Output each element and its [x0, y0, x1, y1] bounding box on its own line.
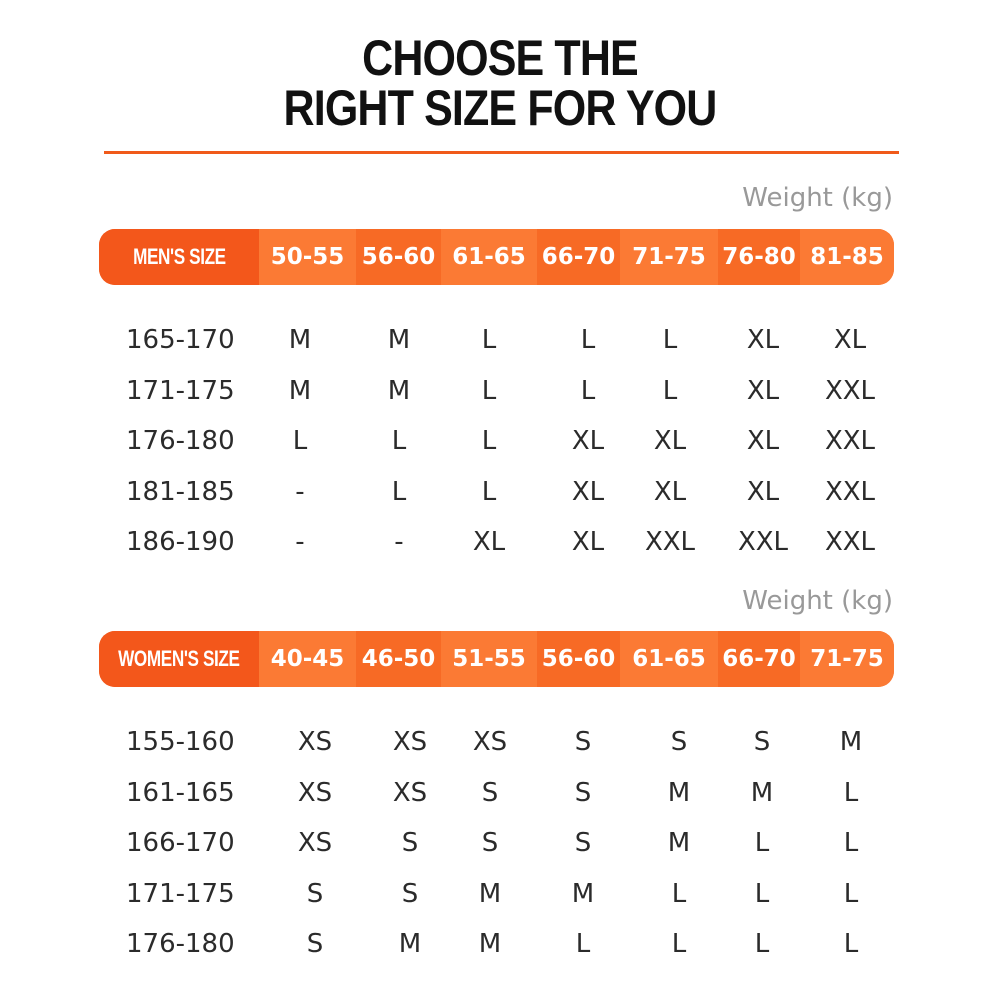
- men-table-row: [0, 517, 1000, 567]
- women-size-cell: S: [574, 828, 592, 858]
- women-size-cell: M: [478, 878, 502, 909]
- men-size-header: MEN'S SIZE: [99, 229, 259, 285]
- men-table-row: [0, 315, 1000, 365]
- women-height-label: 176-180: [126, 929, 235, 959]
- women-weight-col-6: 66-70: [718, 631, 800, 687]
- men-size-cell: XXL: [824, 375, 876, 406]
- women-height-label: 171-175: [126, 878, 235, 909]
- women-size-header-bar: [99, 631, 894, 687]
- women-size-cell: S: [401, 878, 419, 909]
- women-size-cell: L: [754, 828, 770, 858]
- men-size-cell: XL: [746, 476, 780, 507]
- women-height-label: 161-165: [126, 777, 235, 808]
- men-size-cell: XL: [571, 476, 605, 507]
- women-size-cell: XS: [472, 727, 508, 757]
- men-weight-col-7: 81-85: [800, 229, 894, 285]
- men-size-cell: -: [295, 476, 305, 507]
- men-height-label: 181-185: [126, 476, 235, 507]
- men-size-cell: XL: [653, 476, 687, 507]
- women-size-cell: M: [478, 929, 502, 959]
- men-size-cell: L: [580, 325, 596, 355]
- men-size-cell: XL: [472, 527, 506, 557]
- women-size-cell: L: [671, 929, 687, 959]
- women-size-cell: S: [306, 929, 324, 959]
- men-weight-col-1: 50-55: [259, 229, 356, 285]
- women-size-cell: S: [574, 727, 592, 757]
- women-size-cell: M: [667, 777, 691, 808]
- women-size-cell: M: [571, 878, 595, 909]
- men-size-cell: L: [481, 375, 497, 406]
- title-divider: [104, 151, 899, 154]
- women-table-row: [0, 717, 1000, 767]
- men-size-cell: XXL: [737, 527, 789, 557]
- women-size-cell: L: [754, 929, 770, 959]
- women-size-cell: M: [750, 777, 774, 808]
- men-size-cell: XL: [653, 426, 687, 456]
- women-size-cell: S: [481, 828, 499, 858]
- men-table-row: [0, 366, 1000, 416]
- men-height-label: 171-175: [126, 375, 235, 406]
- men-weight-unit-label: Weight (kg): [742, 183, 893, 213]
- women-height-label: 155-160: [126, 727, 235, 757]
- men-size-cell: XL: [746, 375, 780, 406]
- men-size-header-bar: [99, 229, 894, 285]
- men-height-label: 186-190: [126, 527, 235, 557]
- women-size-cell: S: [306, 878, 324, 909]
- men-size-cell: XL: [833, 325, 867, 355]
- men-size-cell: XL: [571, 527, 605, 557]
- women-size-cell: M: [398, 929, 422, 959]
- women-size-cell: S: [574, 777, 592, 808]
- men-table-row: [0, 467, 1000, 517]
- women-size-cell: L: [843, 828, 859, 858]
- women-table-row: [0, 919, 1000, 969]
- men-size-cell: XXL: [824, 476, 876, 507]
- men-size-cell: L: [391, 426, 407, 456]
- men-weight-col-6: 76-80: [718, 229, 800, 285]
- women-size-cell: L: [671, 878, 687, 909]
- men-size-cell: -: [394, 527, 404, 557]
- men-weight-col-2: 56-60: [356, 229, 441, 285]
- men-size-cell: M: [288, 375, 312, 406]
- women-size-cell: L: [754, 878, 770, 909]
- men-weight-col-4: 66-70: [537, 229, 620, 285]
- men-size-cell: L: [481, 325, 497, 355]
- men-size-cell: XL: [571, 426, 605, 456]
- men-size-cell: L: [662, 325, 678, 355]
- women-size-cell: XS: [392, 777, 428, 808]
- men-size-cell: L: [391, 476, 407, 507]
- women-weight-col-1: 40-45: [259, 631, 356, 687]
- page-title-line-1: CHOOSE THE: [362, 30, 638, 86]
- women-weight-col-5: 61-65: [620, 631, 718, 687]
- men-weight-col-3: 61-65: [441, 229, 537, 285]
- men-size-cell: L: [580, 375, 596, 406]
- men-table-row: [0, 416, 1000, 466]
- women-size-cell: S: [670, 727, 688, 757]
- women-size-cell: S: [753, 727, 771, 757]
- men-size-cell: M: [387, 325, 411, 355]
- women-size-cell: XS: [297, 828, 333, 858]
- men-size-cell: XL: [746, 325, 780, 355]
- women-weight-unit-label: Weight (kg): [742, 586, 893, 616]
- men-weight-col-5: 71-75: [620, 229, 718, 285]
- women-size-cell: M: [667, 828, 691, 858]
- women-size-header: WOMEN'S SIZE: [99, 631, 259, 687]
- men-size-cell: L: [292, 426, 308, 456]
- page-title-line-2: RIGHT SIZE FOR YOU: [283, 80, 717, 136]
- women-size-cell: L: [843, 878, 859, 909]
- men-size-cell: L: [481, 476, 497, 507]
- men-size-cell: M: [387, 375, 411, 406]
- women-weight-col-4: 56-60: [537, 631, 620, 687]
- men-size-cell: XXL: [824, 527, 876, 557]
- women-size-cell: S: [481, 777, 499, 808]
- men-size-cell: XXL: [644, 527, 696, 557]
- men-size-cell: XXL: [824, 426, 876, 456]
- women-height-label: 166-170: [126, 828, 235, 858]
- women-size-cell: L: [575, 929, 591, 959]
- women-size-cell: XS: [392, 727, 428, 757]
- women-weight-col-3: 51-55: [441, 631, 537, 687]
- women-size-cell: M: [839, 727, 863, 757]
- men-size-cell: -: [295, 527, 305, 557]
- men-height-label: 165-170: [126, 325, 235, 355]
- men-size-cell: L: [662, 375, 678, 406]
- women-size-cell: S: [401, 828, 419, 858]
- women-weight-col-7: 71-75: [800, 631, 894, 687]
- women-table-row: [0, 869, 1000, 919]
- women-table-row: [0, 818, 1000, 868]
- men-size-cell: XL: [746, 426, 780, 456]
- men-size-cell: M: [288, 325, 312, 355]
- women-table-row: [0, 768, 1000, 818]
- men-height-label: 176-180: [126, 426, 235, 456]
- women-weight-col-2: 46-50: [356, 631, 441, 687]
- women-size-cell: L: [843, 929, 859, 959]
- women-size-cell: XS: [297, 777, 333, 808]
- women-size-cell: XS: [297, 727, 333, 757]
- men-size-cell: L: [481, 426, 497, 456]
- women-size-cell: L: [843, 777, 859, 808]
